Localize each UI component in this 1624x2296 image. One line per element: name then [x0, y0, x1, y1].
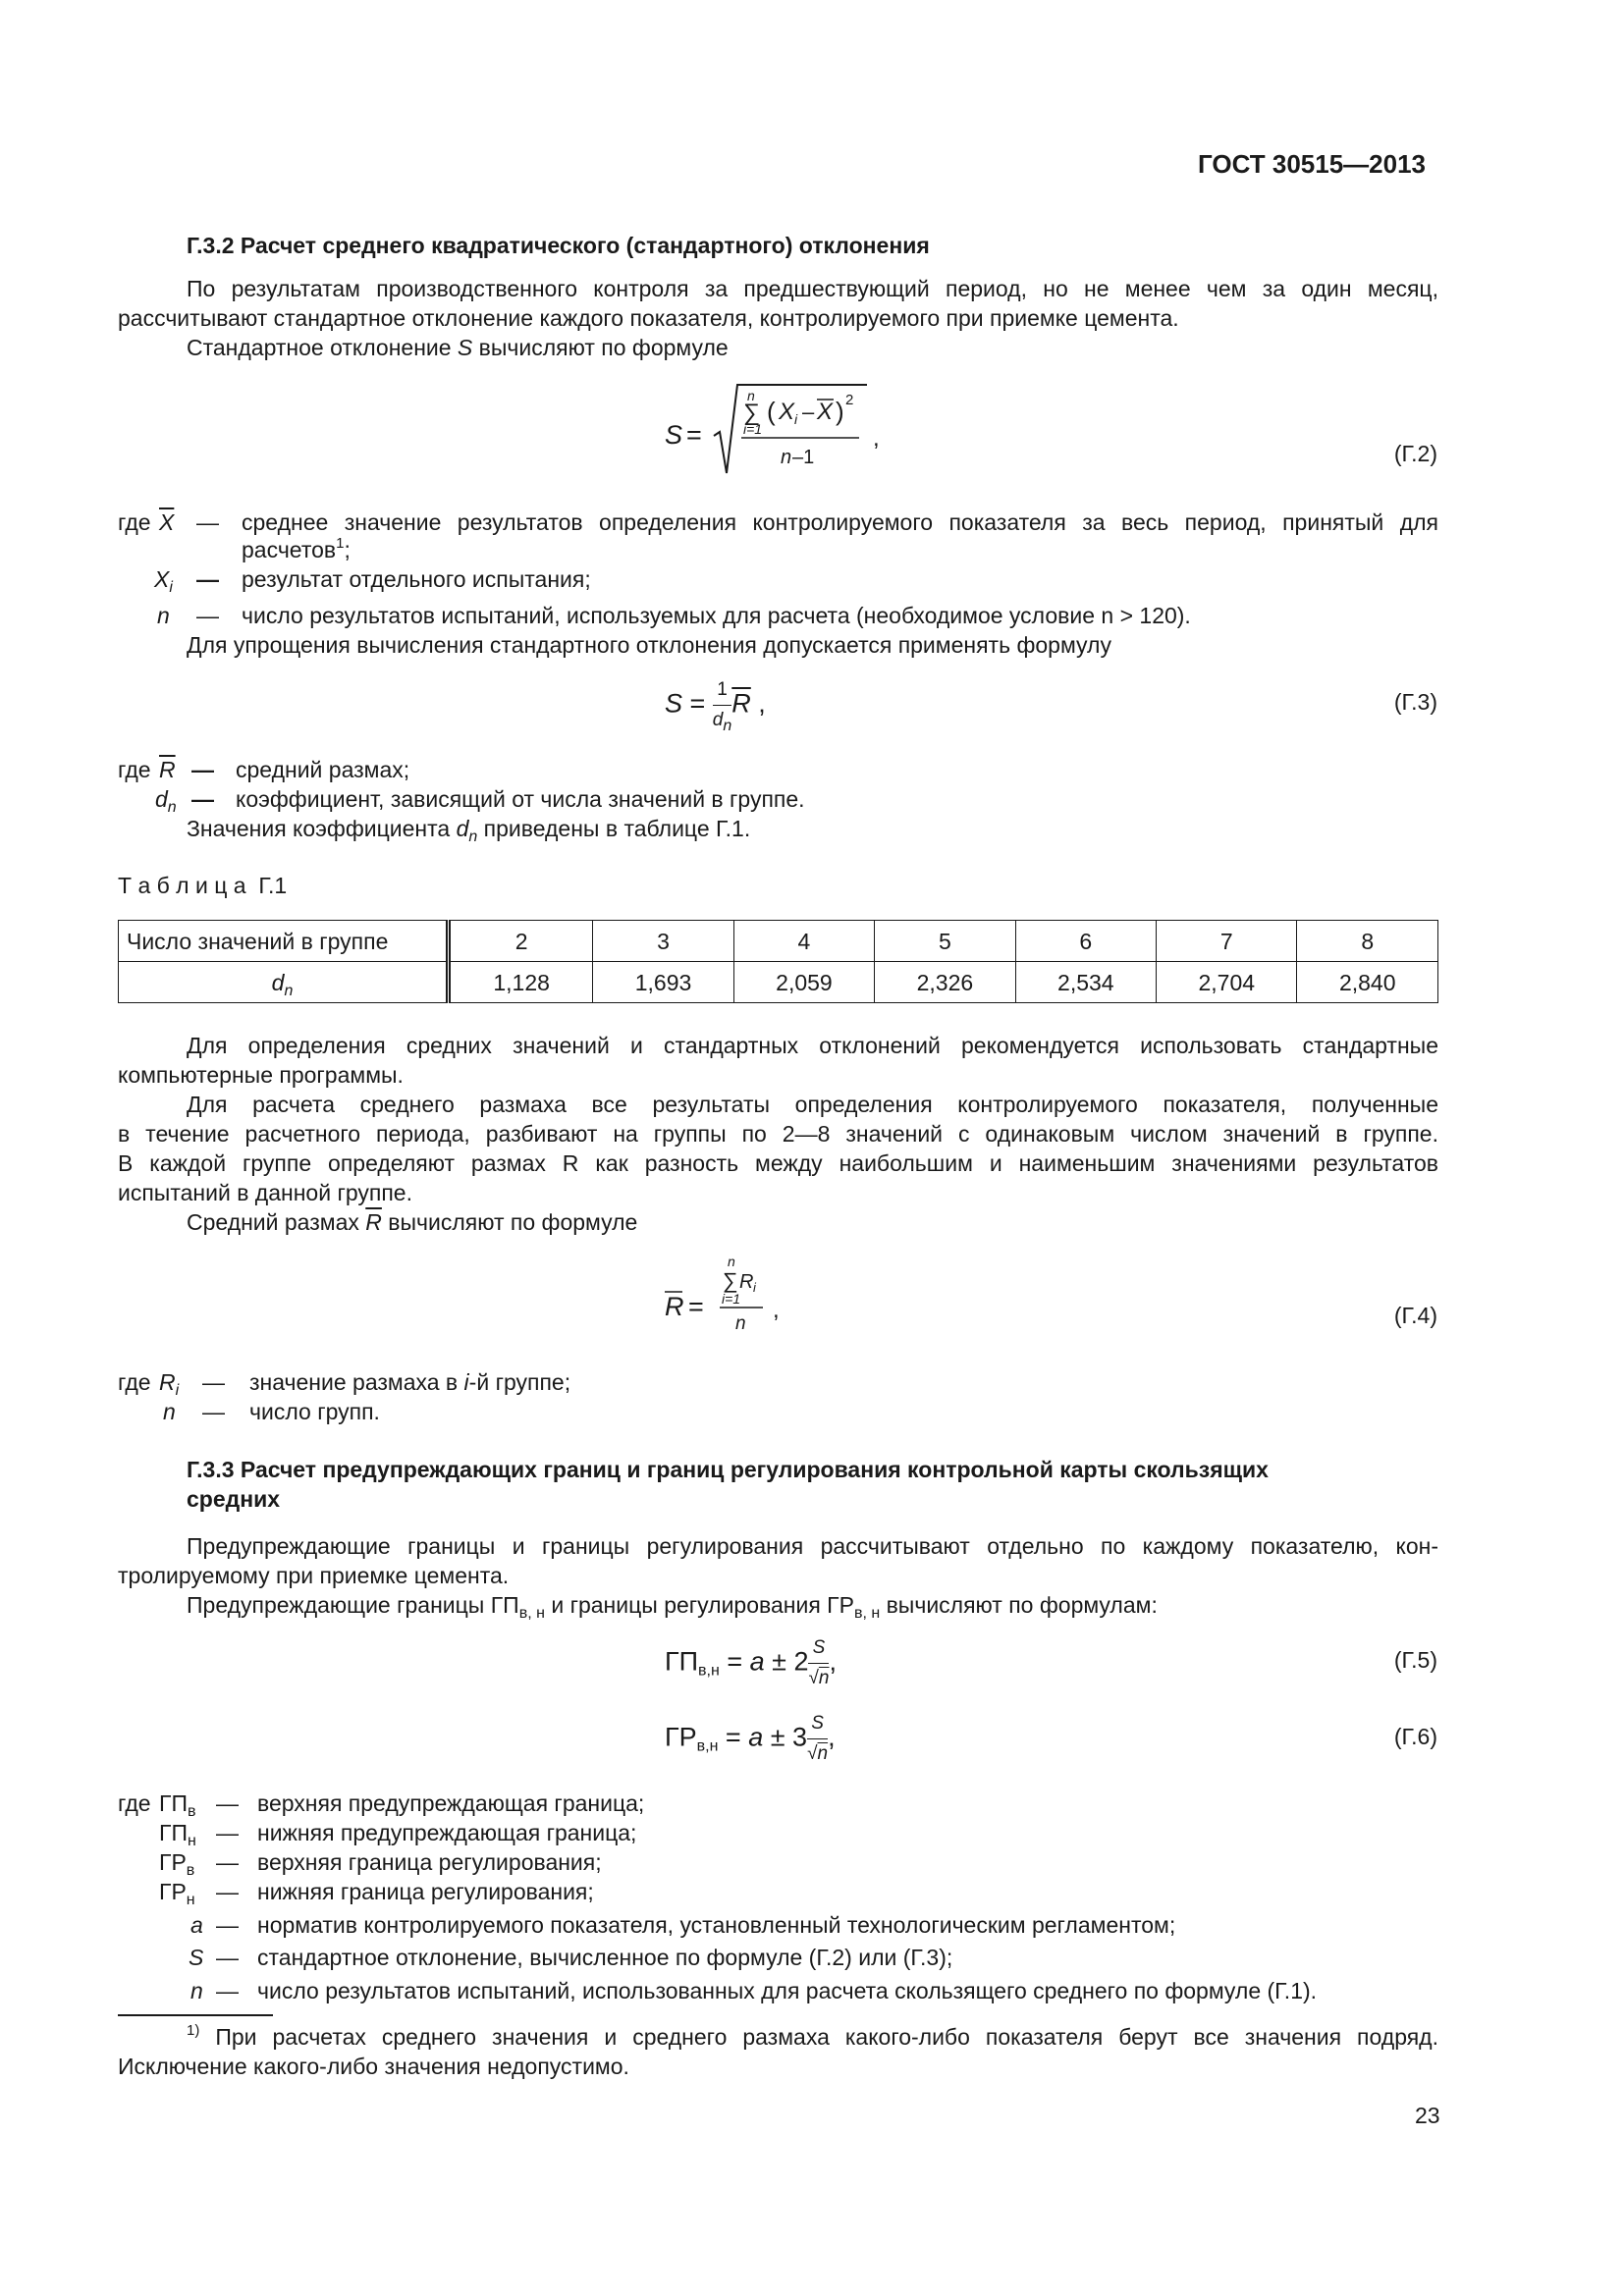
symbol: X	[154, 566, 170, 592]
dash: —	[216, 1945, 239, 1970]
text: Стандартное отклонение	[187, 335, 458, 360]
footnote-text: При расчетах среднего значения и среднего размаха какого-либо показателя берут все значения подряд.	[199, 2024, 1438, 2050]
text-italic: i	[463, 1369, 469, 1395]
paragraph-line: Предупреждающие границы и границы регулирования рассчитывают отдельно по каждому показателю, кон-	[187, 1533, 1438, 1559]
formula-g2	[665, 375, 891, 483]
fraction	[713, 675, 731, 735]
where-symbol	[154, 564, 173, 594]
where-text: верхняя граница регулирования;	[257, 1849, 602, 1875]
table-cell: 2,534	[1015, 962, 1156, 1003]
subscript: n	[284, 982, 294, 999]
dash: —	[216, 1978, 239, 2003]
where-label: где	[118, 1790, 151, 1816]
where-symbol: n	[163, 1399, 176, 1424]
footnote-marker: 1)	[187, 2022, 200, 2039]
symbol: $\overline{R}$	[365, 1209, 382, 1235]
paragraph-line: компьютерные программы.	[118, 1062, 404, 1088]
svg-text:n: n	[781, 447, 792, 468]
paragraph-line: испытаний в данной группе.	[118, 1180, 412, 1205]
symbol: $d_n$	[456, 816, 478, 845]
footnote-ref: 1	[336, 535, 345, 552]
text: расчетов	[242, 537, 337, 562]
table-cell: 5	[875, 921, 1015, 962]
dash: —	[216, 1879, 239, 1904]
subscript: i	[169, 579, 173, 596]
table-cell: 4	[733, 921, 874, 962]
denominator: √n	[807, 1743, 829, 1764]
formula-number-g3: (Г.3)	[1393, 689, 1437, 715]
dash: —	[191, 786, 214, 812]
paragraph-line: Для определения средних значений и стандартных отклонений рекомендуется использовать стандартные	[187, 1033, 1438, 1058]
svg-text:n: n	[728, 1255, 735, 1269]
symbol: ГП	[159, 1820, 188, 1845]
subscript: н	[188, 1833, 196, 1849]
where-symbol: $\overline{X}$	[159, 509, 175, 535]
footnote-line: Исключение какого-либо значения недопустимо.	[118, 2054, 629, 2079]
formula-g5: $ГП_{в,н} = a \pm 2$ $\frac{S}{√n}$ ,	[665, 1633, 837, 1693]
subscript: в	[188, 1803, 196, 1820]
where-text: нижняя предупреждающая граница;	[257, 1820, 637, 1845]
where-symbol	[159, 1877, 195, 1906]
symbol: d	[271, 969, 285, 995]
svg-text:,: ,	[773, 1297, 780, 1323]
table-row	[119, 962, 1438, 1003]
paragraph-line	[187, 333, 729, 362]
dash: —	[202, 1369, 225, 1395]
denominator: √n	[808, 1668, 830, 1688]
table-cell: 2,059	[733, 962, 874, 1003]
where-symbol	[159, 1789, 196, 1818]
svg-text:–1: –1	[792, 447, 815, 468]
numerator: S	[808, 1633, 829, 1664]
svg-text:,: ,	[873, 425, 880, 452]
where-symbol: n	[157, 603, 170, 628]
paragraph-line: рассчитывают стандартное отклонение каждого показателя, контролируемого при приемке цемента.	[118, 305, 1179, 331]
text: вычисляют по формулам:	[880, 1592, 1158, 1618]
formula-g2-svg	[665, 375, 891, 483]
text: -й группе;	[468, 1369, 571, 1395]
dash: —	[216, 1790, 239, 1816]
formula-symbol: S	[665, 688, 683, 719]
table-cell: 2,840	[1297, 962, 1438, 1003]
denominator: $d_n$	[712, 710, 732, 734]
where-text: коэффициент, зависящий от числа значений в группе.	[236, 786, 805, 812]
where-text: результат отдельного испытания;	[242, 566, 591, 592]
svg-text:X: X	[817, 399, 834, 425]
paragraph-line: тролируемому при приемке цемента.	[118, 1563, 510, 1588]
paragraph-line: Для упрощения вычисления стандартного отклонения допускается применять формулу	[187, 632, 1111, 658]
svg-text:n: n	[747, 388, 755, 403]
where-text: норматив контролируемого показателя, установленный технологическим регламентом;	[257, 1912, 1176, 1938]
svg-text:R: R	[739, 1271, 754, 1293]
where-text: число групп.	[249, 1399, 380, 1424]
svg-text:): )	[836, 397, 844, 426]
table-cell: 3	[593, 921, 733, 962]
paragraph-line	[187, 1207, 637, 1237]
coefficient-table	[118, 920, 1438, 1003]
where-symbol: $\overline{R}$	[159, 757, 176, 782]
dash: —	[196, 603, 219, 628]
row-label-coefficient	[119, 962, 449, 1003]
dash: —	[216, 1820, 239, 1845]
formula-number-g2: (Г.2)	[1393, 441, 1437, 466]
text: Средний размах	[187, 1209, 366, 1235]
symbol: ГП	[159, 1790, 188, 1816]
subscript: в, н	[853, 1605, 881, 1622]
dash: —	[196, 566, 219, 592]
svg-text:=: =	[688, 1292, 704, 1321]
formula-symbol: $\overline{R}$	[731, 688, 751, 719]
numerator: 1	[713, 675, 731, 706]
table-cell: 2,326	[875, 962, 1015, 1003]
svg-text:∑: ∑	[743, 400, 761, 426]
where-label: где	[118, 509, 151, 535]
table-caption: Т а б л и ц а Г.1	[118, 873, 288, 898]
subscript: i	[175, 1382, 180, 1399]
symbol: ГР	[159, 1879, 187, 1904]
where-text: средний размах;	[236, 757, 410, 782]
fraction	[807, 1709, 828, 1769]
dash: —	[216, 1912, 239, 1938]
formula-g4	[665, 1255, 802, 1343]
table-cell: 1,128	[449, 962, 593, 1003]
where-text	[242, 535, 351, 564]
where-symbol	[159, 1847, 194, 1877]
paragraph-line: Для расчета среднего размаха все результаты определения контролируемого показателя, полученные	[187, 1092, 1438, 1117]
svg-text:S: S	[665, 420, 683, 450]
section-heading-g33-cont: средних	[187, 1486, 281, 1512]
footnote-separator	[118, 2014, 273, 2016]
svg-text:i=1: i=1	[722, 1291, 741, 1307]
svg-text:X: X	[779, 399, 795, 425]
formula-g4-svg	[665, 1255, 802, 1343]
table-row	[119, 921, 1438, 962]
subscript: в, н	[518, 1605, 545, 1622]
subscript: n	[167, 799, 177, 816]
svg-text:n: n	[735, 1313, 746, 1334]
svg-text:i=1: i=1	[743, 421, 763, 437]
where-symbol: n	[190, 1978, 203, 2003]
paragraph-line	[187, 814, 750, 843]
table-cell: 2,704	[1157, 962, 1297, 1003]
paragraph-line: По результатам производственного контроля за предшествующий период, но не менее чем за один месяц,	[187, 276, 1438, 301]
where-symbol	[155, 784, 177, 814]
where-label: где	[118, 757, 151, 782]
text: значение размаха в	[249, 1369, 464, 1395]
dash: —	[216, 1849, 239, 1875]
where-text: среднее значение результатов определения контролируемого показателя за весь период, принятый для	[242, 509, 1438, 535]
where-symbol: a	[190, 1912, 203, 1938]
table-cell: 6	[1015, 921, 1156, 962]
formula-g3: S = $\frac{1}{d_n}$ $\overline{R}$ ,	[665, 675, 766, 735]
dash: —	[196, 509, 219, 535]
svg-text:=: =	[686, 420, 702, 450]
table-cell: 7	[1157, 921, 1297, 962]
where-text: число результатов испытаний, используемых для расчета (необходимое условие n > 120).	[242, 603, 1191, 628]
where-text: нижняя граница регулирования;	[257, 1879, 594, 1904]
row-label-group-size: Число значений в группе	[119, 921, 449, 962]
formula-number-g4: (Г.4)	[1393, 1303, 1437, 1328]
svg-text:(: (	[767, 397, 776, 426]
text: Значения коэффициента	[187, 816, 457, 841]
fraction	[808, 1633, 829, 1693]
symbol: R	[159, 1369, 176, 1395]
table-cell: 1,693	[593, 962, 733, 1003]
svg-text:2: 2	[845, 392, 854, 408]
where-symbol	[159, 1367, 179, 1397]
formula-g6: $ГР_{в,н} = a \pm 3$ $\frac{S}{√n}$ ,	[665, 1709, 836, 1769]
svg-text:R: R	[665, 1292, 684, 1321]
dash: —	[202, 1399, 225, 1424]
variable-s: S	[457, 335, 473, 360]
svg-text:–: –	[802, 400, 815, 424]
page-number: 23	[1415, 2103, 1440, 2128]
numerator: S	[807, 1709, 828, 1739]
text: приведены в таблице Г.1.	[477, 816, 751, 841]
table-cell: 8	[1297, 921, 1438, 962]
where-label: где	[118, 1369, 151, 1395]
where-symbol: S	[189, 1945, 204, 1970]
where-text: стандартное отклонение, вычисленное по формуле (Г.2) или (Г.3);	[257, 1945, 953, 1970]
svg-text:i: i	[753, 1280, 756, 1295]
text: вычисляют по формуле	[381, 1209, 638, 1235]
section-heading-g33: Г.3.3 Расчет предупреждающих границ и границ регулирования контрольной карты скользящих	[187, 1457, 1269, 1482]
formula-number-g6: (Г.6)	[1393, 1724, 1437, 1749]
formula-number-g5: (Г.5)	[1393, 1647, 1437, 1673]
subscript: в	[186, 1862, 195, 1879]
paragraph-line: В каждой группе определяют размах R как разность между наибольшим и наименьшим значениями результатов	[118, 1150, 1438, 1176]
footnote-line	[187, 2022, 1438, 2052]
svg-text:∑: ∑	[723, 1268, 738, 1293]
text: вычисляют по формуле	[472, 335, 729, 360]
text: Предупреждающие границы ГП	[187, 1592, 519, 1618]
text: ;	[344, 537, 351, 562]
symbol: ГР	[159, 1849, 187, 1875]
svg-text:i: i	[794, 411, 798, 427]
where-symbol	[159, 1818, 196, 1847]
where-text: верхняя предупреждающая граница;	[257, 1790, 645, 1816]
document-code: ГОСТ 30515—2013	[1198, 149, 1426, 179]
paragraph-line: в течение расчетного периода, разбивают на группы по 2—8 значений с одинаковым числом значений в группе.	[118, 1121, 1438, 1147]
table-cell: 2	[449, 921, 593, 962]
subscript: н	[186, 1892, 195, 1908]
section-heading-g32: Г.3.2 Расчет среднего квадратического (стандартного) отклонения	[187, 233, 930, 258]
paragraph-line	[187, 1590, 1158, 1620]
where-text: число результатов испытаний, использованных для расчета скользящего среднего по формуле (Г.1).	[257, 1978, 1318, 2003]
dash: —	[191, 757, 214, 782]
symbol: d	[155, 786, 168, 812]
where-text	[249, 1367, 570, 1397]
text: и границы регулирования ГР	[544, 1592, 854, 1618]
